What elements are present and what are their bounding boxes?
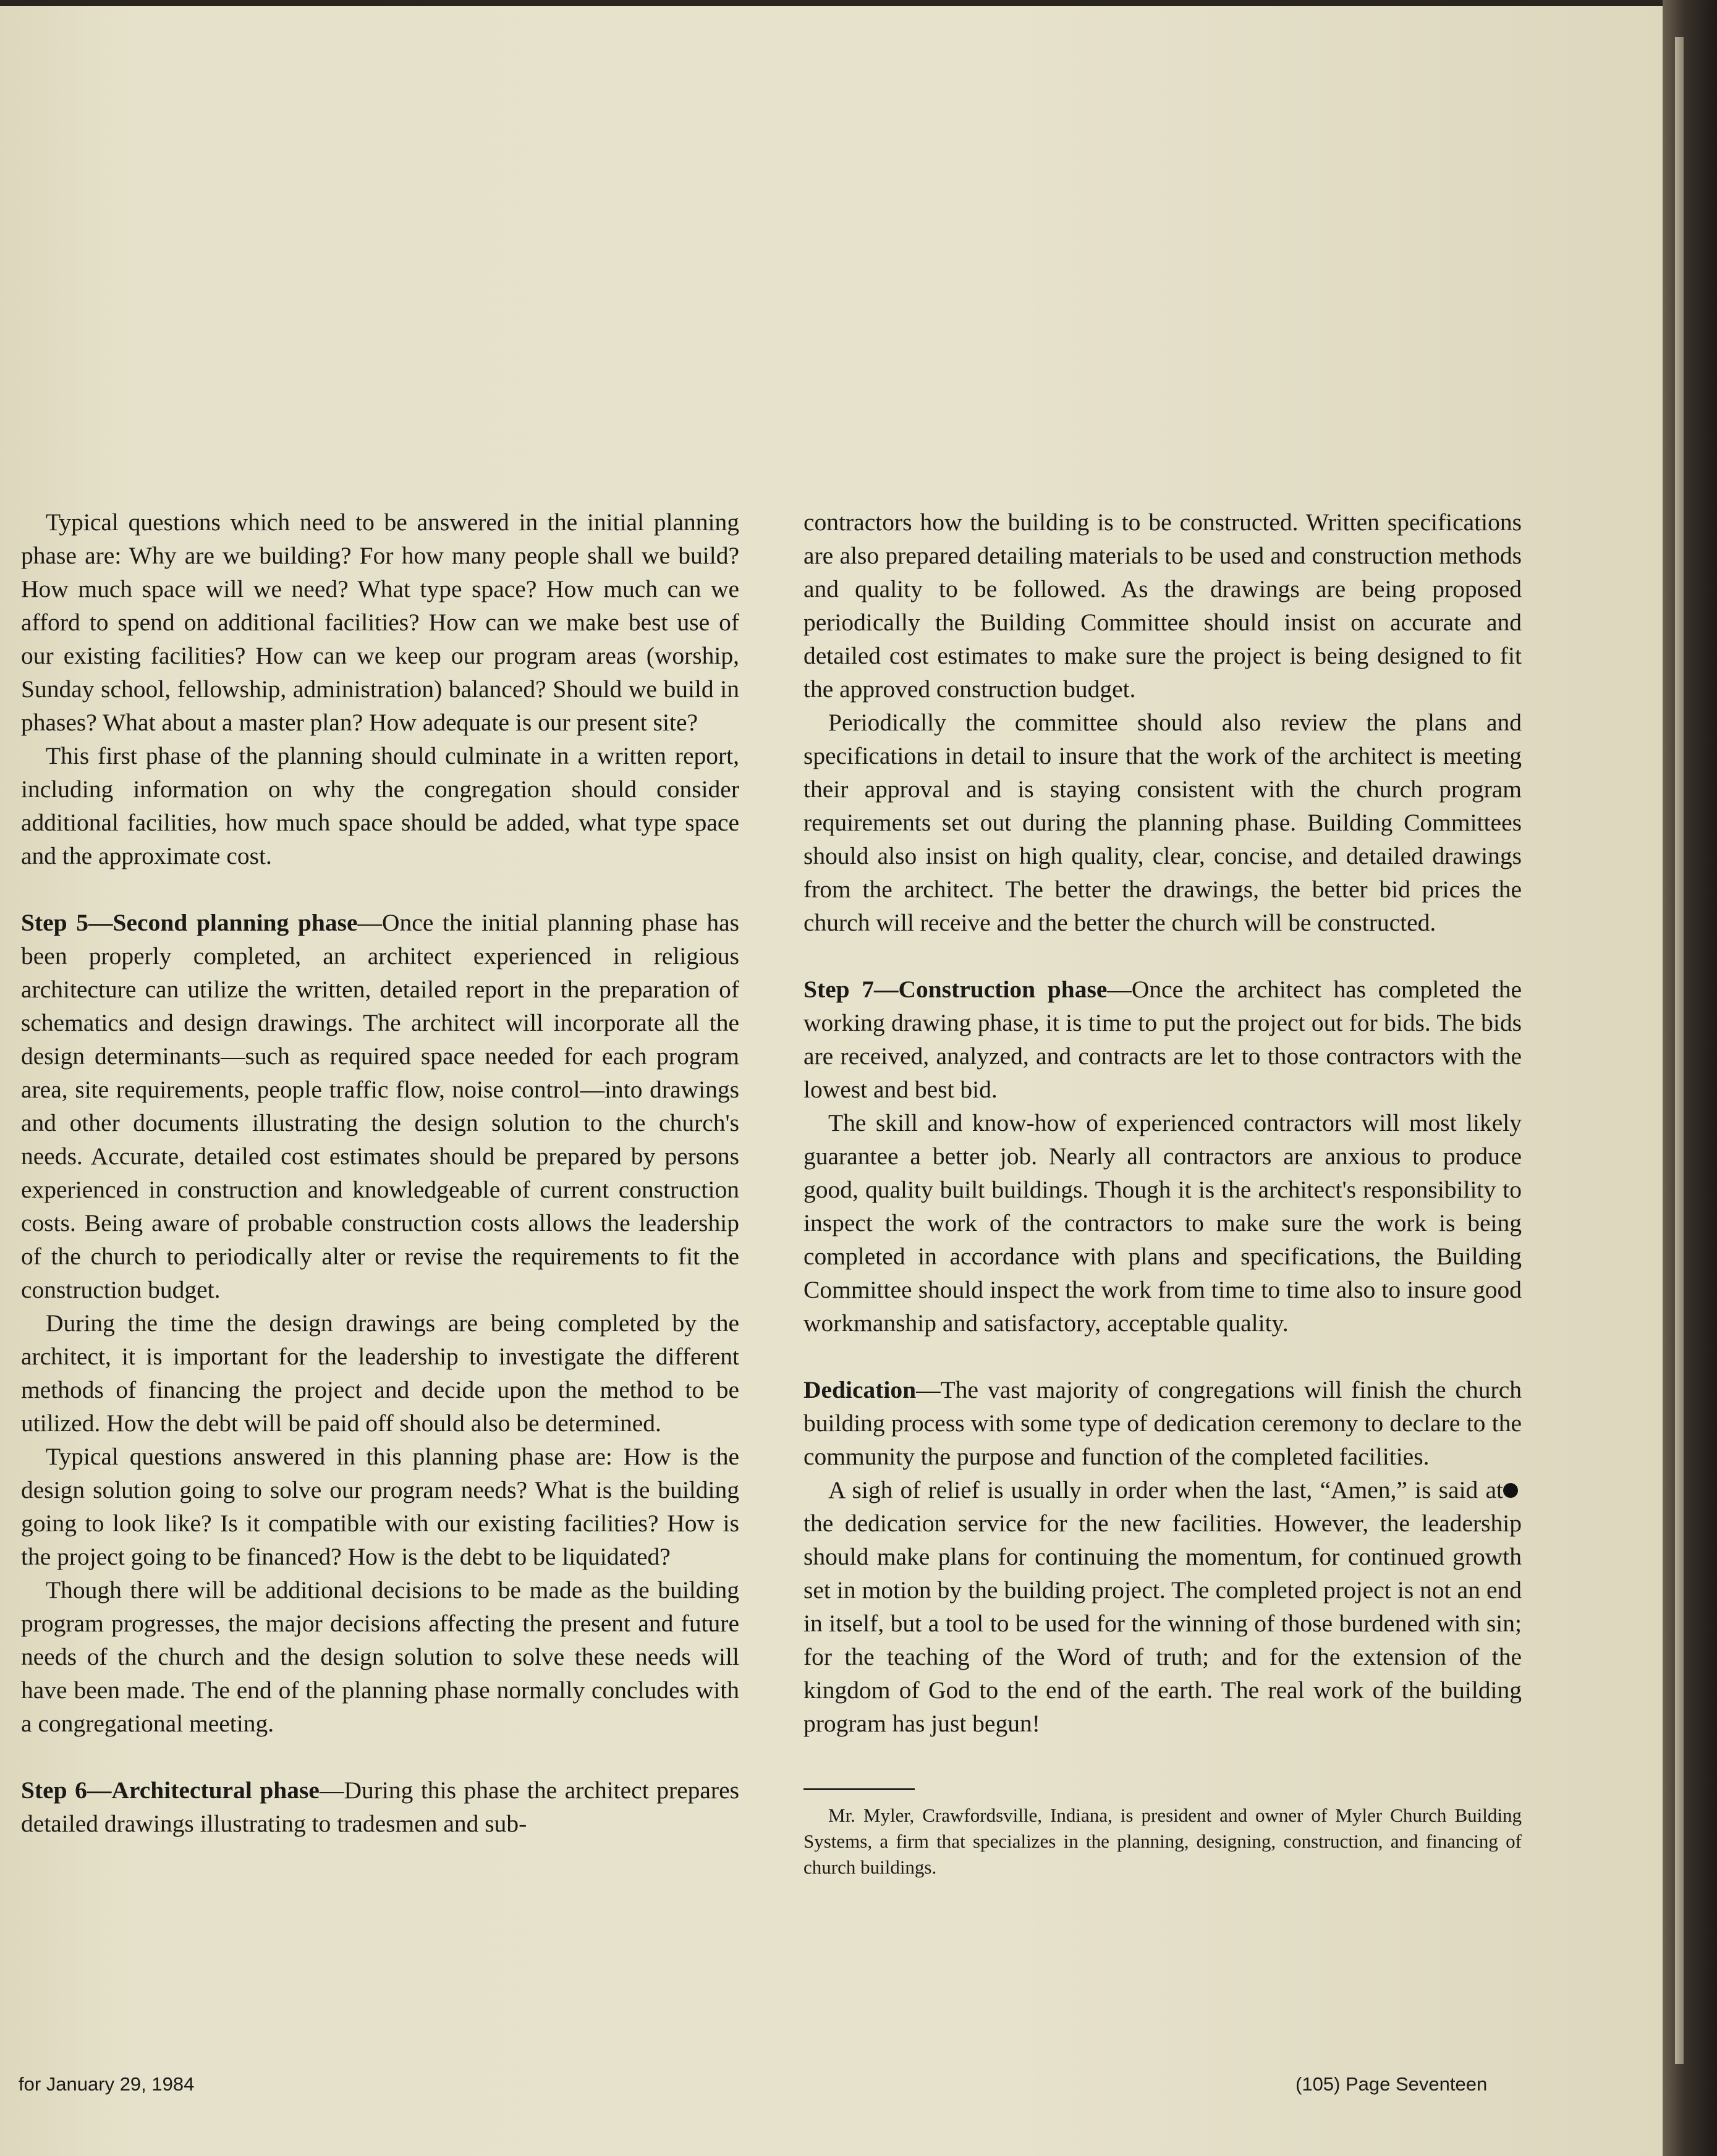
paragraph-initial-questions: Typical questions which need to be answered in the initial planning phase are: Why are we building? For how many people shall we build? How much space will we need? What type space? How much can we afford to spend on additional facilities? How can we make best use of our existing facilities? How can we keep our program areas (worship, Sunday school, fellowship, administration) balanced? Should we build in phases? What about a master plan? How adequate is our present site? [21, 509, 739, 736]
footnote-rule [803, 1788, 915, 1790]
paragraph-major-decisions: Though there will be additional decisions to be made as the building program progresses, the major decisions affecting the present and future needs of the church and the design solution to solve these needs will have been made. The end of the planning phase normally concludes with a congregational meeting. [21, 1576, 739, 1737]
page-stack-stripe [1675, 37, 1684, 2064]
paragraph-financing: During the time the design drawings are being completed by the architect, it is important for the leadership to investigate the different methods of financing the project and decide upon the method to be utilized. How the debt will be paid off should also be determined. [21, 1309, 739, 1437]
paragraph-dedication [803, 1373, 1522, 1473]
paragraph-planning-questions: Typical questions answered in this planning phase are: How is the design solution going to solve our program needs? What is the building going to look like? Is it compatible with our existing facilities? How is the project going to be financed? How is the debt to be liquidated? [21, 1443, 739, 1570]
footer-date: for January 29, 1984 [19, 2073, 195, 2095]
book-edge [1663, 0, 1717, 2156]
dedication-heading: Dedication [803, 1376, 917, 1403]
step-6-heading: Step 6—Architectural phase [21, 1777, 320, 1804]
footer-page-number: (105) Page Seventeen [1295, 2073, 1488, 2095]
left-column [21, 505, 739, 1840]
step-7-text: —Once the architect has completed the working drawing phase, it is time to put the project out for bids. The bids are received, analyzed, and contracts are let to those contractors with the lowest and best bid. [803, 976, 1522, 1103]
step-5-heading: Step 5—Second planning phase [21, 909, 358, 936]
step-6-text: —During this phase the architect prepares detailed drawings illustrating to tradesmen and sub- [21, 1777, 739, 1837]
paragraph-committee-review: Periodically the committee should also review the plans and specifications in detail to insure that the work of the architect is meeting their approval and is staying consistent with the church program requirements set out during the planning phase. Building Committees should also insist on high quality, clear, concise, and detailed drawings from the architect. The better the drawings, the better bid prices the church will receive and the better the church will be constructed. [803, 709, 1522, 936]
step-5-text: —Once the initial planning phase has been properly completed, an architect experienced in religious architecture can utilize the written, detailed report in the preparation of schematics and design drawings. The architect will incorporate all the design determinants—such as required space needed for each program area, site requirements, people traffic flow, noise control—into drawings and other documents illustrating the design solution to the church's needs. Accurate, detailed cost estimates should be prepared by persons experienced in construction and knowledgeable of current construction costs. Being aware of probable construction costs allows the leadership of the church to periodically alter or revise the requirements to fit the construction budget. [21, 909, 739, 1303]
end-of-article-bullet-icon [1503, 1483, 1518, 1498]
paragraph-step-6 [21, 1773, 739, 1840]
right-column [803, 505, 1522, 1880]
paragraph-step-5 [21, 906, 739, 1306]
paragraph-contractor-skill: The skill and know-how of experienced contractors will most likely guarantee a better job. Nearly all contractors are anxious to produce good, quality built buildings. Though it is the architect's responsibility to inspect the work of the contractors to make sure the work is being completed in accordance with plans and specifications, the Building Committee should inspect the work from time to time also to insure good workmanship and satisfactory, acceptable quality. [803, 1109, 1522, 1337]
paragraph-sigh-of-relief [803, 1473, 1522, 1740]
sigh-of-relief-text: A sigh of relief is usually in order when the last, “Amen,” is said at the dedication service for the new facilities. However, the leadership should make plans for continuing the momentum, for continued growth set in motion by the building project. The completed project is not an end in itself, but a tool to be used for the winning of those burdened with sin; for the teaching of the Word of truth; and for the extension of the kingdom of God to the end of the earth. The real work of the building program has just begun! [803, 1476, 1522, 1737]
paragraph-contractors-continued: contractors how the building is to be constructed. Written specifications are also prepared detailing materials to be used and construction methods and quality to be followed. As the drawings are being proposed periodically the Building Committee should insist on accurate and detailed cost estimates to make sure the project is being designed to fit the approved construction budget. [803, 509, 1522, 703]
step-7-heading: Step 7—Construction phase [803, 976, 1108, 1003]
paragraph-step-7 [803, 973, 1522, 1106]
magazine-page [0, 6, 1663, 2156]
paragraph-first-phase-report: This first phase of the planning should culminate in a written report, including information on why the congregation should consider additional facilities, how much space should be added, what type space and the approximate cost. [21, 742, 739, 869]
dedication-text: —The vast majority of congregations will finish the church building process with some type of dedication ceremony to declare to the community the purpose and function of the completed facilities. [803, 1376, 1522, 1470]
author-footnote: Mr. Myler, Crawfordsville, Indiana, is president and owner of Myler Church Building Systems, a firm that specializes in the planning, designing, construction, and financing of church buildings. [803, 1804, 1522, 1878]
